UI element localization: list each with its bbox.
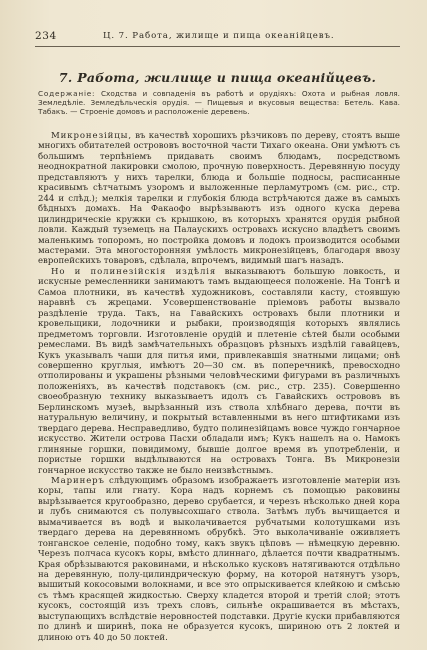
paragraph-lead: Но и полинезійскія издѣлія xyxy=(51,266,217,277)
paragraph-lead: Микронезійцы, xyxy=(51,131,132,141)
summary-text: Сходства и совпаденія въ работѣ и орудіяхъ: Охота и рыбная ловля. Земледѣліе. Земледѣльческія орудія. — Пищевыя и вкусовыя вещества: Бетель. Кава. Табакъ. — Строеніе домовъ и расположеніе деревень. xyxy=(38,89,400,117)
summary-label: Содержаніе: xyxy=(38,89,96,98)
section-summary xyxy=(38,89,400,117)
paragraph-text: въ качествѣ хорошихъ рѣзчиковъ по дереву, стоятъ выше многихъ обитателей острововъ восточной части Тихаго океана. Они умѣютъ съ большимъ терпѣніемъ придавать своимъ блюдамъ, посредствомъ неоднократной лакировки смолою, прочную поверхность. Деревянную посуду представляютъ у нихъ тарелки, блюда и большіе подносы, расписанные красивымъ сѣтчатымъ узоромъ и выложенные перламутромъ (см. рис., стр. 244 и слѣд.); мелкія тарелки и глубокія блюда встрѣчаются даже въ самыхъ бѣдныхъ домахъ. На Факаофо вырѣзываютъ изъ одного куска дерева цилиндрическіе кружки съ крышкою, въ которыхъ хранятся орудія рыбной ловли. Каждый туземецъ на Палаускихъ островахъ искусно владѣетъ своимъ маленькимъ топоромъ, но постройка домовъ и лодокъ производится особыми мастерами. Эта многосторонняя умѣлость микронезійцевъ, благодаря ввозу европейскихъ товаровъ, сдѣлала, впрочемъ, видимый шагъ назадъ. xyxy=(38,131,400,267)
paragraph-lead: Маринеръ xyxy=(51,475,105,486)
paragraph xyxy=(38,267,400,476)
paragraph-text: слѣдующимъ образомъ изображаетъ изготовленіе матеріи изъ коры, тапы или гнату. Кора надъ корнемъ съ помощью раковины вырѣзывается кругообразно, дерево срубается, и черезъ нѣсколько дней кора и лубъ снимаются съ полувысохшаго ствола. Затѣмъ лубъ вычищается и вымачивается въ водѣ и выколачивается рубчатыми колотушками изъ твердаго дерева на деревянномъ обрубкѣ. Это выколачиваніе оживляетъ тонганское селеніе, подобно тому, какъ звукъ цѣповъ — нѣмецкую деревню. Черезъ полчаса кусокъ коры, вмѣсто длиннаго, дѣлается почти квадратнымъ. Края обрѣзываются раковинами, и нѣсколько кусковъ натягиваются отдѣльно на деревянную, полу-цилиндрическую форму, на которой натянутъ узоръ, вышитый кокосовыми волокнами, и все это опрыскивается клейкою и смѣсью съ тѣмъ красящей жидкостью. Сверху кладется второй и третій слой; этотъ кусокъ, состоящій изъ трехъ словъ, сильнѣе окрашивается въ мѣстахъ, выступающихъ вслѣдствіе неровностей подставки. Другіе куски прибавляются по длинѣ и ширинѣ, пока не образуется кусокъ, шириною отъ 2 локтей и длиною отъ 40 до 50 локтей. xyxy=(38,475,400,643)
paragraph-text: выказываютъ большую ловкость, и искусные ремесленники занимаютъ тамъ выдающееся положеніе. На Тонгѣ и Самоа плотники, въ качествѣ художниковъ, составляли касту, стоявшую наравнѣ съ жрецами. Усовершенствованіе пріемовъ работы вызвало раздѣленіе труда. Такъ, на Гавайскихъ островахъ были плотники и кровельщики, лодочники и рыбаки, производящія которыхъ являлись предметомъ торговли. Изготовленіе орудій и плетеніе сѣтей были особыми ремеслами. Въ видѣ замѣчательныхъ образцовъ рѣзныхъ издѣлій гавайцевъ, Кукъ указывалъ чаши для питья ими, привлекавшія знатными лицами; онѣ совершенно круглыя, имѣютъ 20—30 см. въ поперечникѣ, превосходно отполированы и украшены рѣзными человѣческими фигурами въ различныхъ положеніяхъ, въ качествѣ подставокъ (см. рис., стр. 235). Совершенно своеобразную технику выказываетъ идолъ съ Гавайскихъ острововъ въ Берлинскомъ музеѣ, вырѣзанный изъ ствола хлѣбнаго дерева, почти въ натуральную величину, и покрытый вставленными въ него штифтиками изъ твердаго дерева. Несправедливо, будто полинезійцамъ вовсе чуждо гончарное искусство. Жители острова Пасхи обладали имъ; Кукъ нашелъ на о. Намокъ глиняные горшки, повидимому, бывшіе долгое время въ употребленіи, и пористые горшки выдѣлываются на островахъ Тонга. Въ Микронезіи гончарное искусство также не было неизвѣстнымъ. xyxy=(38,266,400,476)
paragraph xyxy=(38,476,400,643)
body-text xyxy=(38,131,400,643)
page-number: 234 xyxy=(35,30,57,42)
section-title: 7. Работа, жилище и пища океанійцевъ. xyxy=(58,70,377,85)
running-title: Ц. 7. Работа, жилище и пища океанійцевъ. xyxy=(103,31,335,41)
paragraph xyxy=(38,131,400,267)
header-rule xyxy=(35,46,400,47)
running-header xyxy=(35,30,400,44)
